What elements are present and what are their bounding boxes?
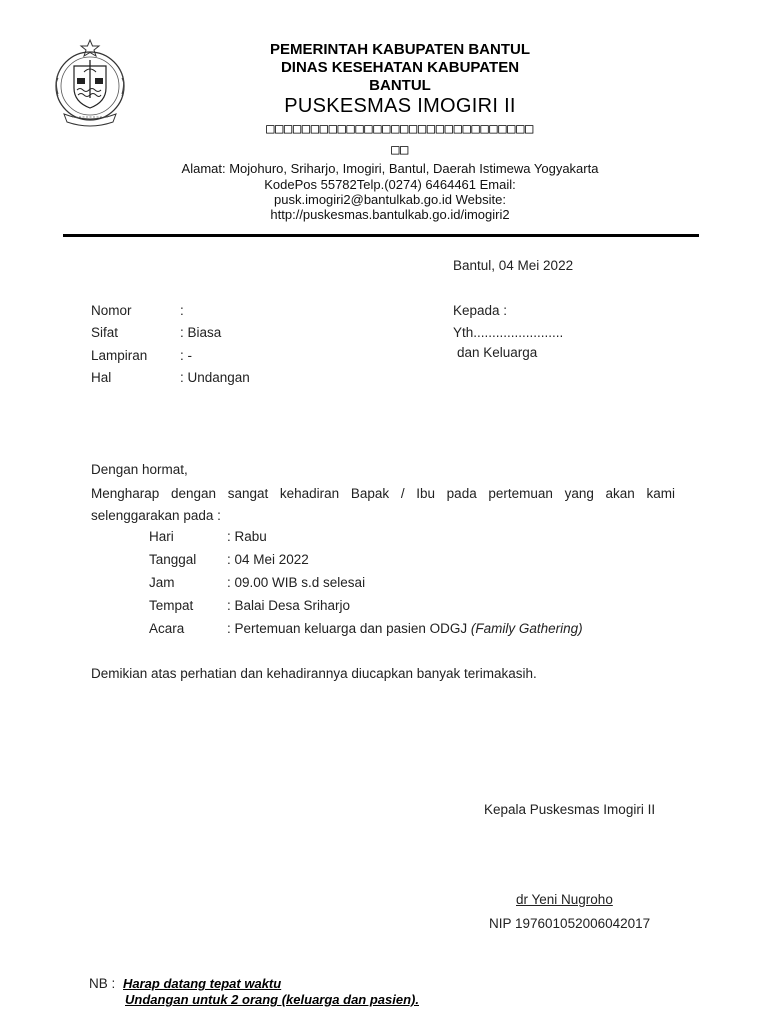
recipient-yth: Yth........................ [453, 325, 564, 340]
body-paragraph-line-2: selenggarakan pada : [91, 508, 221, 523]
letterhead-line-3: BANTUL [369, 77, 431, 94]
hari-label: Hari [149, 529, 174, 544]
address-line-2: KodePos 55782Telp.(0274) 6464461 Email: [264, 177, 516, 192]
sifat-label: Sifat [91, 325, 119, 340]
sifat-value: : Biasa [180, 325, 222, 340]
hari-value: : Rabu [227, 529, 267, 544]
letterhead-garbled-line-1: □□□□□□□□□□□□□□□□□□□□□□□□□□□□□□ [266, 121, 534, 137]
letterhead-line-2: DINAS KESEHATAN KABUPATEN [280, 59, 520, 76]
hal-label: Hal [91, 370, 112, 385]
acara-label: Acara [149, 621, 185, 636]
note-line-2: Undangan untuk 2 orang (keluarga dan pasien). [125, 992, 419, 1007]
tempat-value: : Balai Desa Sriharjo [227, 598, 351, 613]
nomor-value: : [180, 303, 184, 318]
letterhead-garbled-line-2: □□ [391, 142, 409, 158]
recipient-keluarga: dan Keluarga [457, 345, 538, 360]
note-line-1: Harap datang tepat waktu [123, 976, 282, 991]
jam-label: Jam [149, 575, 175, 590]
letter-date: Bantul, 04 Mei 2022 [453, 258, 574, 273]
recipient-kepada: Kepada : [453, 303, 508, 318]
address-line-1: Alamat: Mojohuro, Sriharjo, Imogiri, Bantul, Daerah Istimewa Yogyakarta [181, 161, 599, 176]
letterhead-title: PUSKESMAS IMOGIRI II [284, 95, 516, 117]
signature-name: dr Yeni Nugroho [516, 892, 613, 907]
closing-sentence: Demikian atas perhatian dan kehadirannya diucapkan banyak terimakasih. [91, 666, 537, 681]
hal-value: : Undangan [180, 370, 250, 385]
signature-position: Kepala Puskesmas Imogiri II [484, 802, 656, 817]
lampiran-label: Lampiran [91, 348, 148, 363]
greeting: Dengan hormat, [91, 462, 188, 477]
letterhead-divider [63, 234, 699, 237]
tanggal-value: : 04 Mei 2022 [227, 552, 309, 567]
tempat-label: Tempat [149, 598, 194, 613]
letterhead-line-1: PEMERINTAH KABUPATEN BANTUL [270, 41, 530, 58]
nomor-label: Nomor [91, 303, 132, 318]
lampiran-value: : - [180, 348, 192, 363]
kabupaten-bantul-emblem-icon [50, 38, 130, 130]
address-line-3: pusk.imogiri2@bantulkab.go.id Website: [274, 192, 506, 207]
acara-text: : Pertemuan keluarga dan pasien ODGJ [227, 621, 471, 636]
body-paragraph-line-1: Mengharap dengan sangat kehadiran Bapak / Ibu pada pertemuan yang akan kami [91, 486, 675, 501]
jam-value: : 09.00 WIB s.d selesai [227, 575, 366, 590]
address-line-4: http://puskesmas.bantulkab.go.id/imogiri2 [270, 207, 510, 222]
note-label: NB : [89, 976, 116, 991]
tanggal-label: Tanggal [149, 552, 197, 567]
acara-value [227, 621, 583, 637]
signature-nip: NIP 197601052006042017 [489, 916, 651, 931]
acara-italic-text: (Family Gathering) [470, 621, 583, 636]
